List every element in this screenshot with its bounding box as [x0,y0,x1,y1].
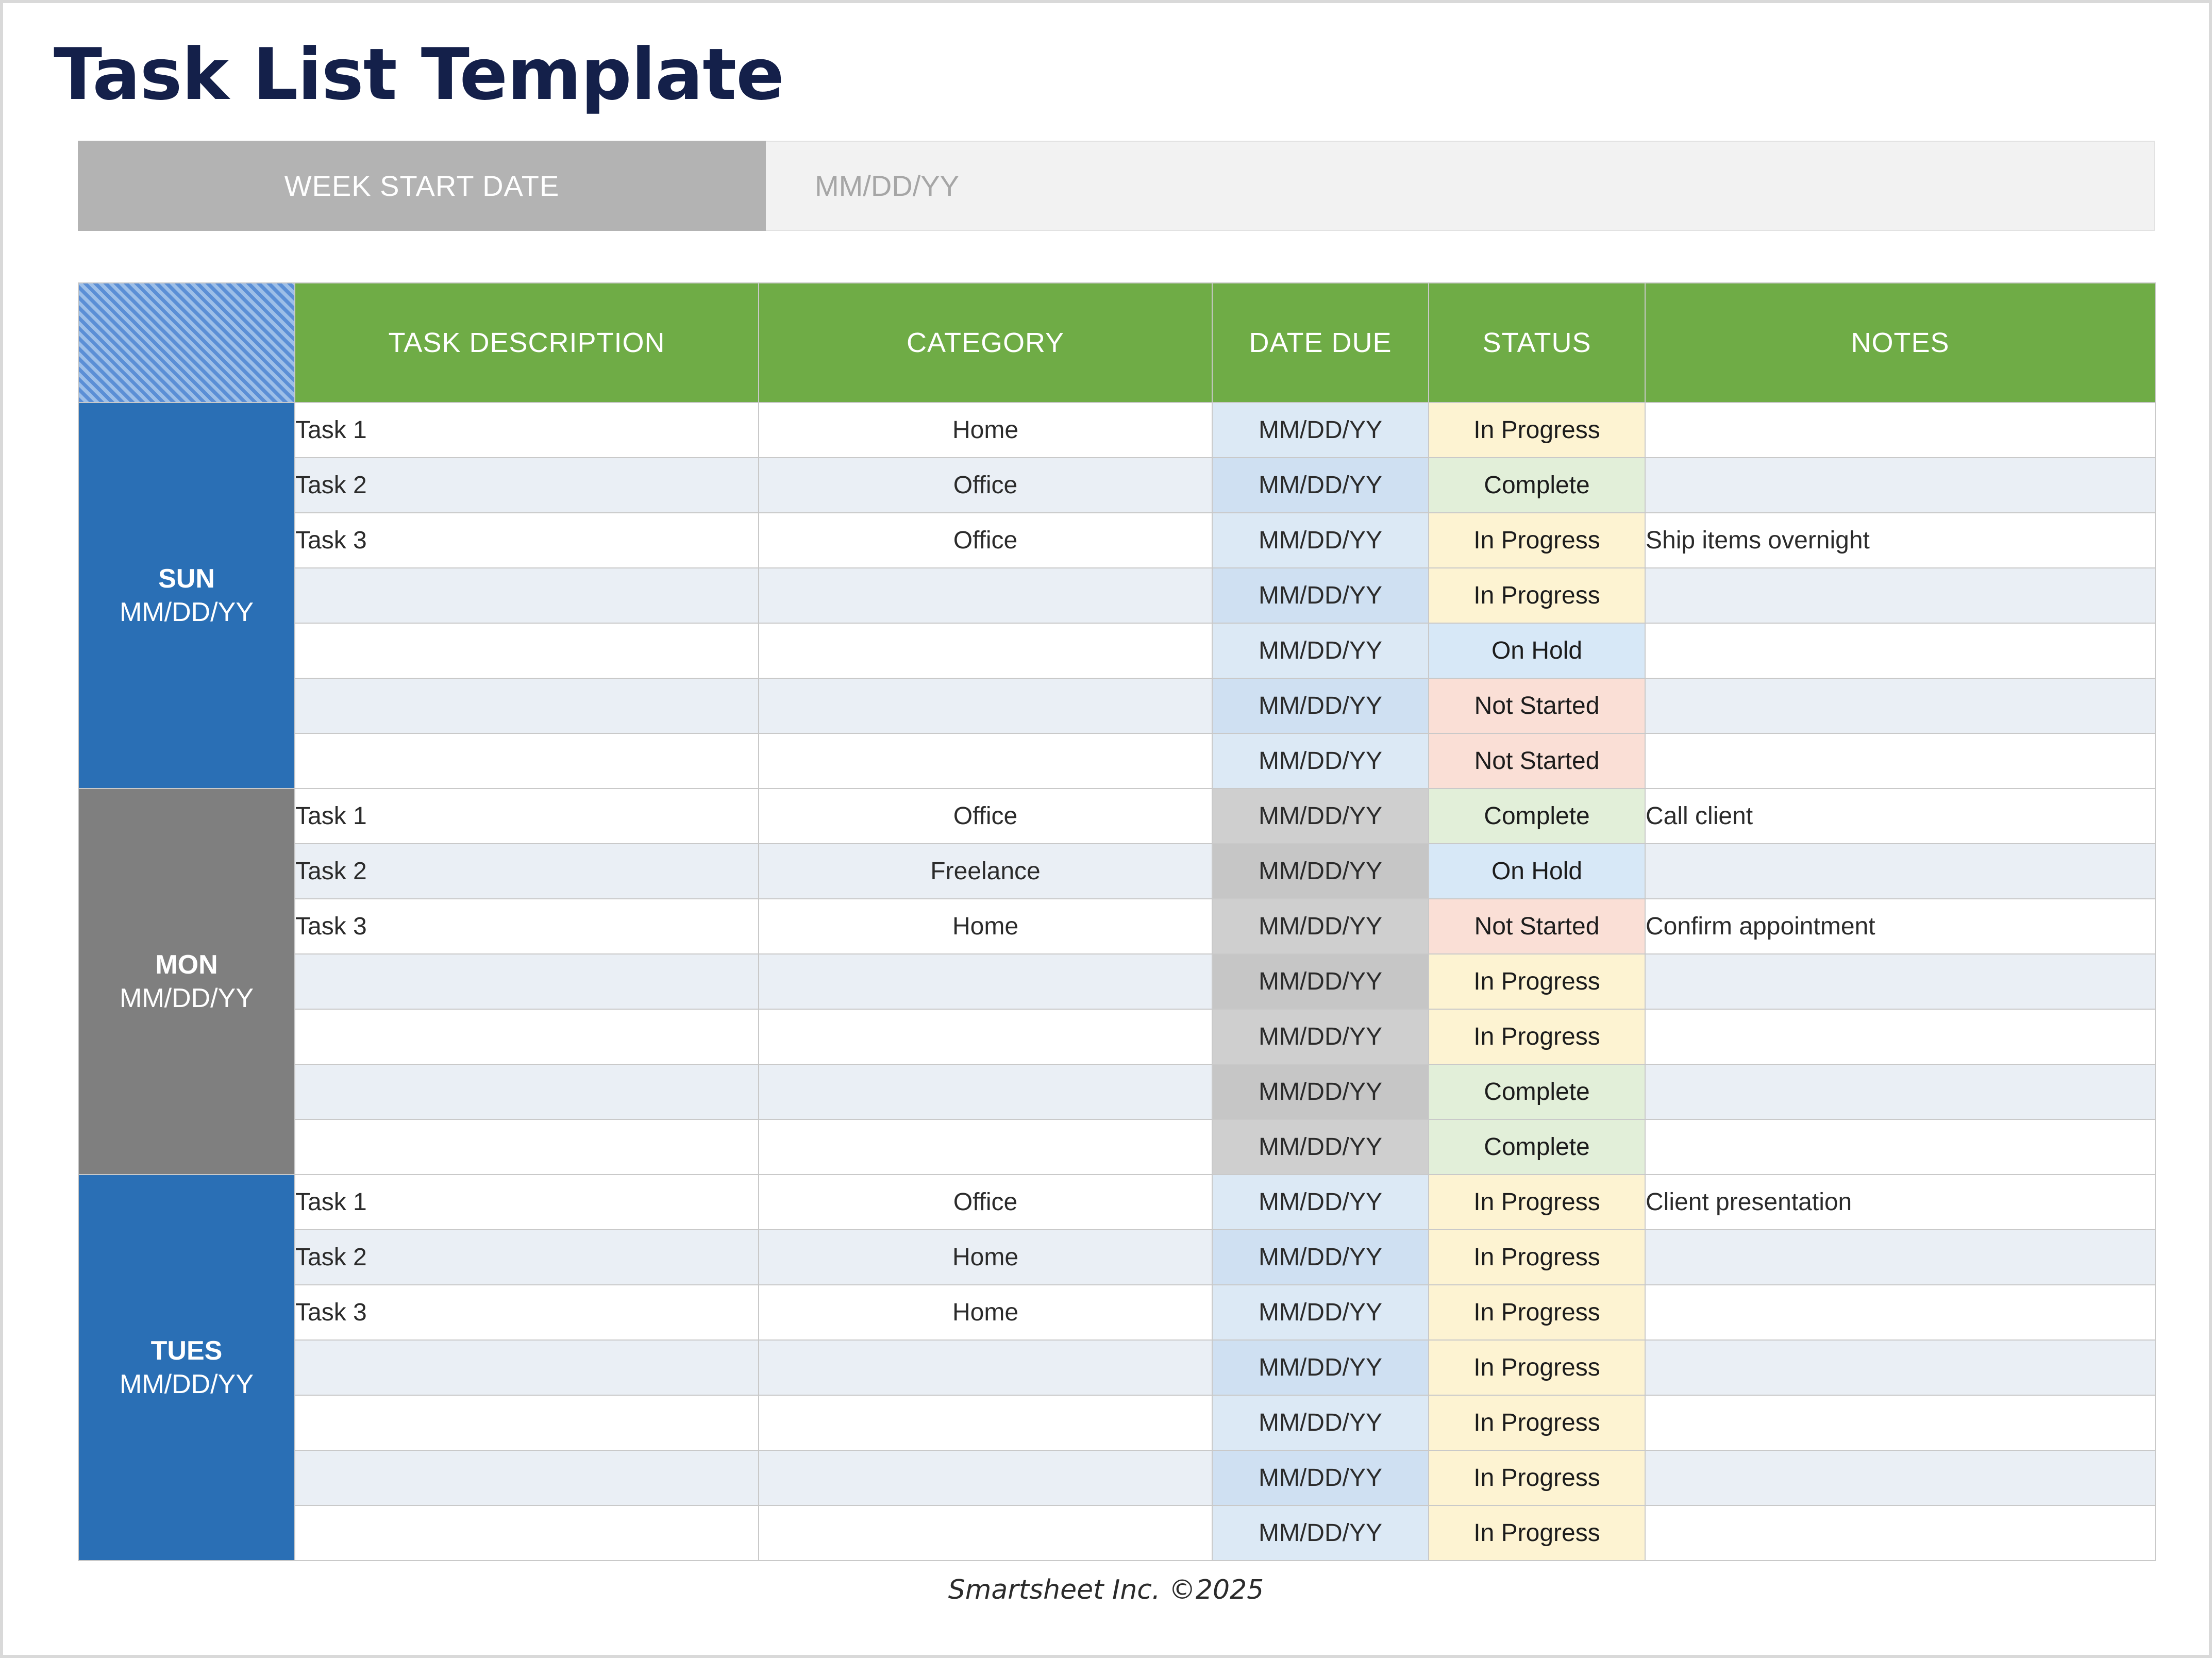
category-cell[interactable] [759,1064,1212,1119]
status-cell[interactable]: In Progress [1429,568,1645,623]
status-cell[interactable]: In Progress [1429,1395,1645,1450]
table-row [78,513,2155,568]
notes-cell[interactable] [1645,458,2155,513]
task-description-cell[interactable] [295,733,759,789]
date-due-cell[interactable]: MM/DD/YY [1212,1395,1429,1450]
table-row [78,1450,2155,1505]
day-label-cell [78,1175,295,1561]
table-row [78,1340,2155,1395]
category-cell[interactable] [759,568,1212,623]
category-cell[interactable] [759,1119,1212,1175]
status-cell[interactable]: Complete [1429,458,1645,513]
notes-cell[interactable] [1645,1064,2155,1119]
task-description-cell[interactable]: Task 2 [295,458,759,513]
task-description-cell[interactable] [295,1064,759,1119]
status-cell[interactable]: In Progress [1429,1009,1645,1064]
status-cell[interactable]: On Hold [1429,844,1645,899]
date-due-cell[interactable]: MM/DD/YY [1212,1175,1429,1230]
task-description-cell[interactable] [295,954,759,1009]
notes-cell[interactable] [1645,844,2155,899]
category-cell[interactable]: Office [759,513,1212,568]
date-due-cell[interactable]: MM/DD/YY [1212,458,1429,513]
category-cell[interactable]: Home [759,403,1212,458]
task-description-cell[interactable]: Task 1 [295,789,759,844]
table-row [78,954,2155,1009]
header-corner-pattern [78,283,295,403]
category-cell[interactable] [759,623,1212,678]
day-label-cell [78,789,295,1175]
task-description-cell[interactable] [295,568,759,623]
table-row [78,458,2155,513]
date-due-cell[interactable]: MM/DD/YY [1212,1230,1429,1285]
table-row [78,403,2155,458]
day-name: TUES [150,1335,223,1366]
table-row [78,1175,2155,1230]
table-row [78,1285,2155,1340]
table-row [78,568,2155,623]
status-cell[interactable]: Complete [1429,1064,1645,1119]
table-row [78,1064,2155,1119]
task-description-cell[interactable] [295,1450,759,1505]
date-due-cell[interactable]: MM/DD/YY [1212,954,1429,1009]
category-cell[interactable] [759,1505,1212,1561]
status-cell[interactable]: In Progress [1429,403,1645,458]
week-start-date-label: WEEK START DATE [78,141,766,231]
task-description-cell[interactable] [295,623,759,678]
notes-cell[interactable] [1645,1009,2155,1064]
notes-cell[interactable]: Confirm appointment [1645,899,2155,954]
page-title: Task List Template [54,33,784,116]
status-cell[interactable]: On Hold [1429,623,1645,678]
task-description-cell[interactable]: Task 3 [295,513,759,568]
task-description-cell[interactable]: Task 3 [295,1285,759,1340]
date-due-cell[interactable]: MM/DD/YY [1212,403,1429,458]
task-description-cell[interactable] [295,678,759,733]
notes-cell[interactable]: Client presentation [1645,1175,2155,1230]
notes-cell[interactable]: Call client [1645,789,2155,844]
status-cell[interactable]: Complete [1429,789,1645,844]
header-date-due: DATE DUE [1212,283,1429,403]
date-due-cell[interactable]: MM/DD/YY [1212,1450,1429,1505]
table-row [78,1395,2155,1450]
category-cell[interactable] [759,733,1212,789]
date-due-cell[interactable]: MM/DD/YY [1212,1505,1429,1561]
category-cell[interactable]: Office [759,1175,1212,1230]
status-cell[interactable]: Not Started [1429,678,1645,733]
task-description-cell[interactable]: Task 2 [295,1230,759,1285]
table-row [78,678,2155,733]
date-due-cell[interactable]: MM/DD/YY [1212,789,1429,844]
status-cell[interactable]: In Progress [1429,954,1645,1009]
date-due-cell[interactable]: MM/DD/YY [1212,1009,1429,1064]
date-due-cell[interactable]: MM/DD/YY [1212,899,1429,954]
notes-cell[interactable] [1645,1119,2155,1175]
table-row [78,733,2155,789]
date-due-cell[interactable]: MM/DD/YY [1212,844,1429,899]
status-cell[interactable]: Not Started [1429,899,1645,954]
category-cell[interactable]: Freelance [759,844,1212,899]
notes-cell[interactable] [1645,623,2155,678]
notes-cell[interactable] [1645,1395,2155,1450]
header-status: STATUS [1429,283,1645,403]
category-cell[interactable] [759,1009,1212,1064]
task-description-cell[interactable]: Task 2 [295,844,759,899]
table-row [78,844,2155,899]
status-cell[interactable]: In Progress [1429,1230,1645,1285]
category-cell[interactable]: Office [759,458,1212,513]
category-cell[interactable]: Office [759,789,1212,844]
week-start-date-input[interactable]: MM/DD/YY [766,141,2155,231]
table-row [78,899,2155,954]
footer-credit: Smartsheet Inc. ©2025 [948,1575,1264,1605]
date-due-cell[interactable]: MM/DD/YY [1212,733,1429,789]
status-cell[interactable]: In Progress [1429,1285,1645,1340]
category-cell[interactable] [759,1395,1212,1450]
date-due-cell[interactable]: MM/DD/YY [1212,568,1429,623]
status-cell[interactable]: In Progress [1429,1450,1645,1505]
notes-cell[interactable] [1645,1340,2155,1395]
task-description-cell[interactable] [295,1009,759,1064]
day-date: MM/DD/YY [120,597,254,627]
notes-cell[interactable] [1645,568,2155,623]
task-description-cell[interactable]: Task 3 [295,899,759,954]
date-due-cell[interactable]: MM/DD/YY [1212,1119,1429,1175]
table-row [78,789,2155,844]
table-row [78,1009,2155,1064]
header-task-description: TASK DESCRIPTION [295,283,759,403]
header-notes: NOTES [1645,283,2155,403]
table-row [78,623,2155,678]
date-due-cell[interactable]: MM/DD/YY [1212,678,1429,733]
task-description-cell[interactable]: Task 1 [295,1175,759,1230]
status-cell[interactable]: In Progress [1429,513,1645,568]
notes-cell[interactable] [1645,733,2155,789]
week-start-date-bar [78,141,2155,231]
category-cell[interactable] [759,1450,1212,1505]
category-cell[interactable] [759,954,1212,1009]
status-cell[interactable]: In Progress [1429,1505,1645,1561]
day-date: MM/DD/YY [120,983,254,1013]
table-body [78,403,2155,1561]
task-description-cell[interactable] [295,1119,759,1175]
day-date: MM/DD/YY [120,1369,254,1399]
status-cell[interactable]: Complete [1429,1119,1645,1175]
status-cell[interactable]: Not Started [1429,733,1645,789]
status-cell[interactable]: In Progress [1429,1340,1645,1395]
task-description-cell[interactable]: Task 1 [295,403,759,458]
table-row [78,1505,2155,1561]
table-row [78,1230,2155,1285]
category-cell[interactable]: Home [759,1230,1212,1285]
date-due-cell[interactable]: MM/DD/YY [1212,1064,1429,1119]
table-header [78,283,2155,403]
date-due-cell[interactable]: MM/DD/YY [1212,513,1429,568]
date-due-cell[interactable]: MM/DD/YY [1212,623,1429,678]
status-cell[interactable]: In Progress [1429,1175,1645,1230]
notes-cell[interactable] [1645,1230,2155,1285]
notes-cell[interactable] [1645,403,2155,458]
category-cell[interactable] [759,1340,1212,1395]
day-name: SUN [158,563,215,594]
date-due-cell[interactable]: MM/DD/YY [1212,1285,1429,1340]
notes-cell[interactable] [1645,678,2155,733]
task-description-cell[interactable] [295,1505,759,1561]
notes-cell[interactable] [1645,1285,2155,1340]
task-description-cell[interactable] [295,1340,759,1395]
notes-cell[interactable] [1645,954,2155,1009]
day-label-cell [78,403,295,789]
header-category: CATEGORY [759,283,1212,403]
notes-cell[interactable]: Ship items overnight [1645,513,2155,568]
date-due-cell[interactable]: MM/DD/YY [1212,1340,1429,1395]
category-cell[interactable]: Home [759,899,1212,954]
task-list-table [78,282,2156,1561]
task-description-cell[interactable] [295,1395,759,1450]
category-cell[interactable]: Home [759,1285,1212,1340]
day-name: MON [155,949,218,980]
table-row [78,1119,2155,1175]
category-cell[interactable] [759,678,1212,733]
notes-cell[interactable] [1645,1505,2155,1561]
notes-cell[interactable] [1645,1450,2155,1505]
